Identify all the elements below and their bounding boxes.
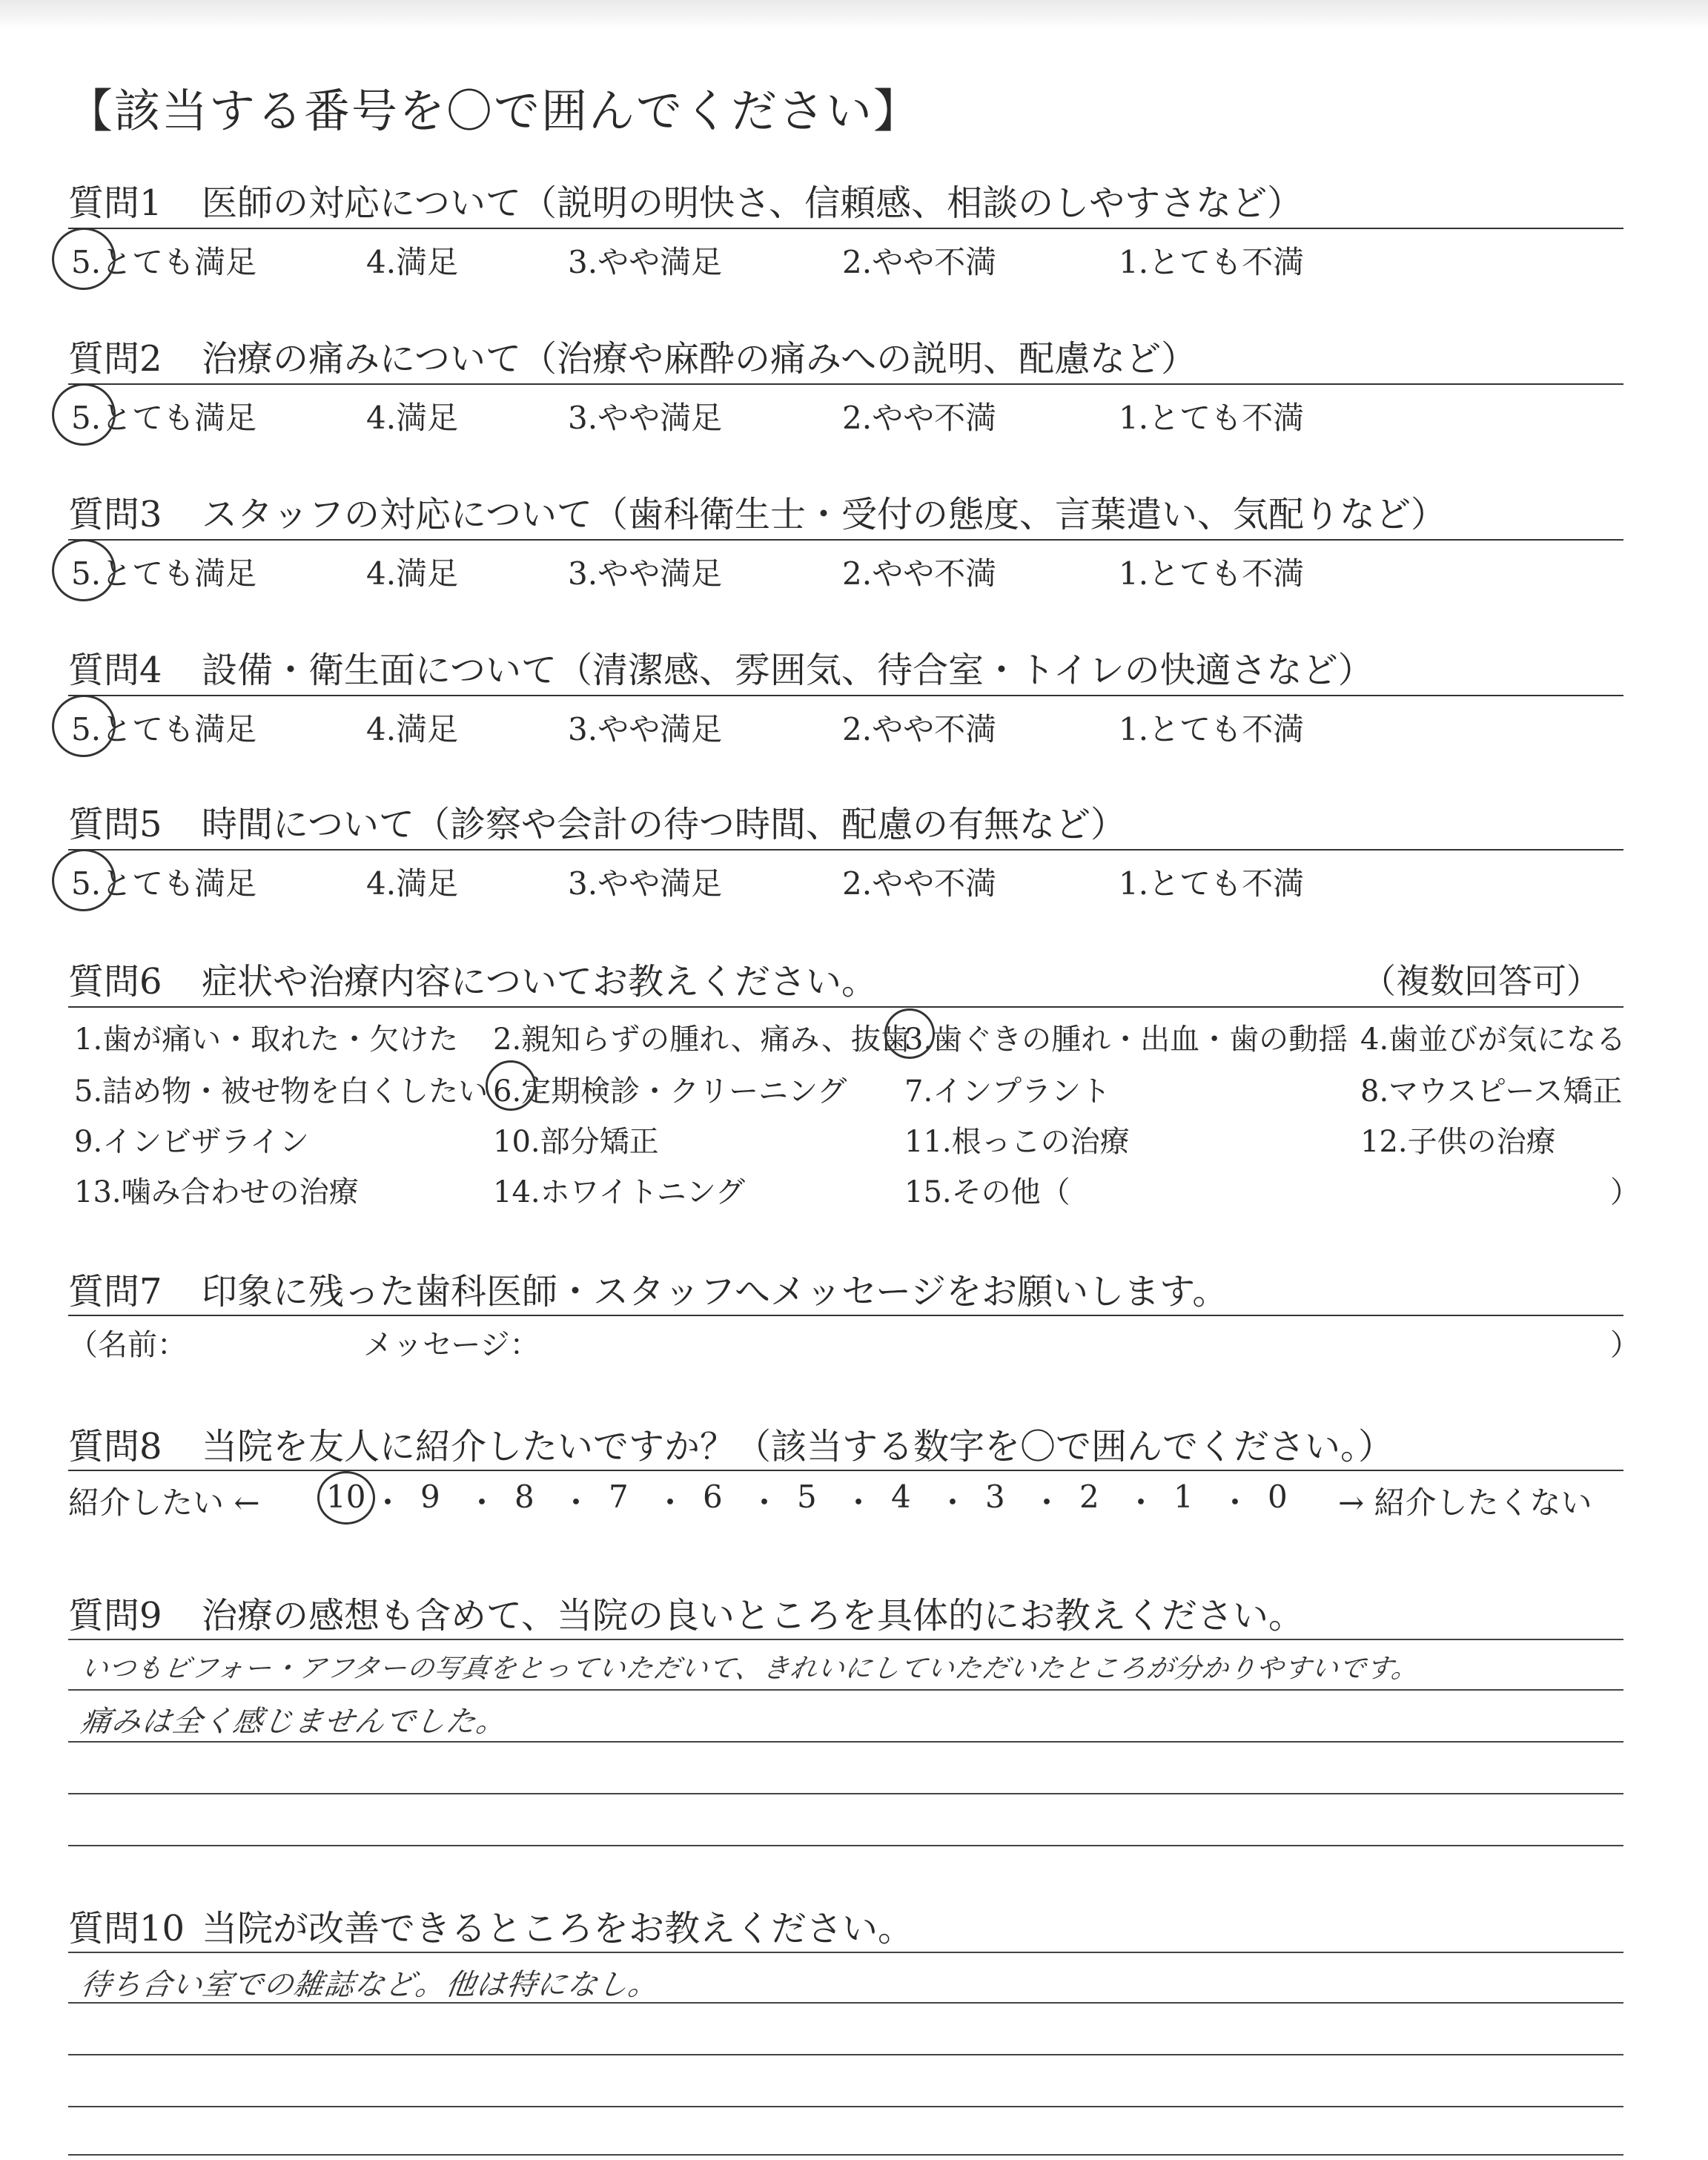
scale-number[interactable]: 1 <box>1174 1479 1194 1515</box>
rating-option[interactable]: 3.やや満足 <box>568 555 723 592</box>
question-number: 質問10 <box>68 1908 185 1949</box>
selection-circle <box>46 533 122 607</box>
handwritten-answer-line: 待ち合い室での雑誌など。他は特になし。 <box>79 1968 661 2002</box>
not-recommend-label: → 紹介したくない <box>1338 1484 1592 1521</box>
answer-line <box>68 1639 1623 1640</box>
rating-option[interactable]: 5.とても満足 <box>71 711 257 747</box>
symptom-option[interactable]: 7.インプラント <box>904 1074 1111 1109</box>
rating-option[interactable]: 5.とても満足 <box>71 400 257 436</box>
scale-number[interactable]: 9 <box>420 1479 440 1515</box>
answer-line <box>68 1845 1623 1846</box>
scale-separator: ・ <box>843 1484 875 1521</box>
answer-line <box>68 2154 1623 2156</box>
scale-separator: ・ <box>937 1484 969 1521</box>
form-header: 【該当する番号を〇で囲んでください】 <box>67 84 921 138</box>
symptom-option[interactable]: 5.詰め物・被せ物を白くしたい <box>74 1074 489 1109</box>
symptom-option[interactable]: 10.部分矯正 <box>493 1125 659 1159</box>
scale-number[interactable]: 3 <box>985 1479 1005 1515</box>
message-label: メッセージ： <box>363 1328 540 1362</box>
rating-option[interactable]: 4.満足 <box>366 244 459 280</box>
question-number: 質問4 <box>68 650 162 691</box>
symptom-option[interactable]: 15.その他（ <box>904 1175 1070 1209</box>
symptom-option[interactable]: 8.マウスピース矯正 <box>1360 1074 1623 1109</box>
symptom-option[interactable]: 1.歯が痛い・取れた・欠けた <box>74 1023 459 1057</box>
symptom-option[interactable]: 13.噛み合わせの治療 <box>74 1175 359 1209</box>
scale-separator: ・ <box>1031 1484 1063 1521</box>
rating-option[interactable]: 2.やや不満 <box>842 711 997 747</box>
scale-number[interactable]: 8 <box>514 1479 534 1515</box>
rating-option[interactable]: 4.満足 <box>366 865 459 902</box>
question-number: 質問2 <box>68 338 162 380</box>
answer-line <box>68 1741 1623 1743</box>
question-text: 時間について（診察や会計の待つ時間、配慮の有無など） <box>202 804 1127 845</box>
scale-number[interactable]: 4 <box>891 1479 911 1515</box>
question-2-rule <box>68 383 1623 385</box>
selection-circle <box>884 1008 935 1059</box>
rating-option[interactable]: 1.とても不満 <box>1119 400 1305 436</box>
rating-option[interactable]: 2.やや不満 <box>842 400 997 436</box>
symptom-option[interactable]: ） <box>1610 1175 1640 1209</box>
question-text: 医師の対応について（説明の明快さ、信頼感、相談のしやすさなど） <box>202 182 1303 224</box>
rating-option[interactable]: 5.とても満足 <box>71 555 257 592</box>
handwritten-answer-line: いつもビフォー・アフターの写真をとっていただいて、きれいにしていただいたところが分かりやすいです。 <box>79 1654 1421 1684</box>
scale-separator: ・ <box>655 1484 686 1521</box>
question-text: 印象に残った歯科医師・スタッフへメッセージをお願いします。 <box>202 1271 1228 1312</box>
question-text: 治療の痛みについて（治療や麻酔の痛みへの説明、配慮など） <box>202 338 1197 380</box>
rating-option[interactable]: 1.とても不満 <box>1119 865 1305 902</box>
symptom-option[interactable]: 12.子供の治療 <box>1360 1125 1556 1159</box>
question-number: 質問6 <box>68 961 162 1003</box>
question-text: 当院を友人に紹介したいですか？（該当する数字を〇で囲んでください。） <box>202 1426 1394 1467</box>
selection-circle <box>317 1471 375 1525</box>
question-text: 設備・衛生面について（清潔感、雰囲気、待合室・トイレの快適さなど） <box>202 650 1374 691</box>
question-text: 当院が改善できるところをお教えください。 <box>202 1908 914 1949</box>
question-5-rule <box>68 849 1623 851</box>
answer-line <box>68 2106 1623 2107</box>
scale-separator: ・ <box>749 1484 781 1521</box>
question-3-rule <box>68 539 1623 541</box>
symptom-option[interactable]: 11.根っこの治療 <box>904 1125 1130 1159</box>
question-number: 質問3 <box>68 494 162 535</box>
rating-option[interactable]: 2.やや不満 <box>842 244 997 280</box>
rating-option[interactable]: 4.満足 <box>366 711 459 747</box>
answer-line <box>68 1952 1623 1953</box>
symptom-option[interactable]: 3.歯ぐきの腫れ・出血・歯の動揺 <box>904 1023 1348 1057</box>
multiple-answer-note: （複数回答可） <box>1362 961 1601 1001</box>
rating-option[interactable]: 4.満足 <box>366 555 459 592</box>
name-label: （名前： <box>68 1328 187 1362</box>
rating-option[interactable]: 3.やや満足 <box>568 865 723 902</box>
scale-separator: ・ <box>466 1484 498 1521</box>
question-number: 質問7 <box>68 1271 162 1312</box>
symptom-option[interactable]: 6.定期検診・クリーニング <box>493 1074 847 1109</box>
question-8-rule <box>68 1470 1623 1471</box>
scale-separator: ・ <box>560 1484 592 1521</box>
question-1-rule <box>68 228 1623 229</box>
rating-option[interactable]: 3.やや満足 <box>568 244 723 280</box>
symptom-option[interactable]: 14.ホワイトニング <box>493 1175 746 1209</box>
selection-circle <box>46 377 122 452</box>
selection-circle <box>46 843 122 917</box>
rating-option[interactable]: 3.やや満足 <box>568 400 723 436</box>
scale-separator: ・ <box>372 1484 404 1521</box>
scale-number[interactable]: 7 <box>609 1479 629 1515</box>
symptom-option[interactable]: 9.インビザライン <box>74 1125 309 1159</box>
rating-option[interactable]: 1.とても不満 <box>1119 555 1305 592</box>
answer-line <box>68 1689 1623 1691</box>
question-7-rule <box>68 1315 1623 1316</box>
scale-number[interactable]: 6 <box>703 1479 723 1515</box>
selection-circle <box>46 222 122 296</box>
rating-option[interactable]: 4.満足 <box>366 400 459 436</box>
answer-line <box>68 1793 1623 1794</box>
scale-separator: ・ <box>1125 1484 1157 1521</box>
scale-number[interactable]: 2 <box>1079 1479 1099 1515</box>
handwritten-answer-line: 痛みは全く感じませんでした。 <box>79 1705 509 1739</box>
selection-circle <box>46 689 122 763</box>
question-text: スタッフの対応について（歯科衛生士・受付の態度、言葉遣い、気配りなど） <box>202 494 1447 535</box>
question-number: 質問1 <box>68 182 162 224</box>
question-4-rule <box>68 695 1623 696</box>
selection-circle <box>486 1060 536 1111</box>
scale-number[interactable]: 10 <box>326 1479 366 1515</box>
rating-option[interactable]: 5.とても満足 <box>71 865 257 902</box>
rating-option[interactable]: 5.とても満足 <box>71 244 257 280</box>
scale-number[interactable]: 5 <box>797 1479 817 1515</box>
message-close-paren: ） <box>1610 1328 1640 1362</box>
scan-top-band <box>0 0 1708 30</box>
question-text: 症状や治療内容についてお教えください。 <box>202 961 878 1003</box>
rating-option[interactable]: 2.やや不満 <box>842 865 997 902</box>
rating-option[interactable]: 2.やや不満 <box>842 555 997 592</box>
symptom-option[interactable]: 4.歯並びが気になる <box>1360 1023 1626 1057</box>
question-number: 質問9 <box>68 1595 162 1636</box>
question-number: 質問8 <box>68 1426 162 1467</box>
recommend-label: 紹介したい ← <box>68 1484 260 1521</box>
question-6-rule <box>68 1006 1623 1008</box>
question-text: 治療の感想も含めて、当院の良いところを具体的にお教えください。 <box>202 1595 1305 1636</box>
rating-option[interactable]: 3.やや満足 <box>568 711 723 747</box>
scale-number[interactable]: 0 <box>1268 1479 1288 1515</box>
scale-separator: ・ <box>1219 1484 1251 1521</box>
symptom-option[interactable]: 2.親知らずの腫れ、痛み、抜歯 <box>493 1023 910 1057</box>
answer-line <box>68 2054 1623 2055</box>
rating-option[interactable]: 1.とても不満 <box>1119 244 1305 280</box>
rating-option[interactable]: 1.とても不満 <box>1119 711 1305 747</box>
question-number: 質問5 <box>68 804 162 845</box>
